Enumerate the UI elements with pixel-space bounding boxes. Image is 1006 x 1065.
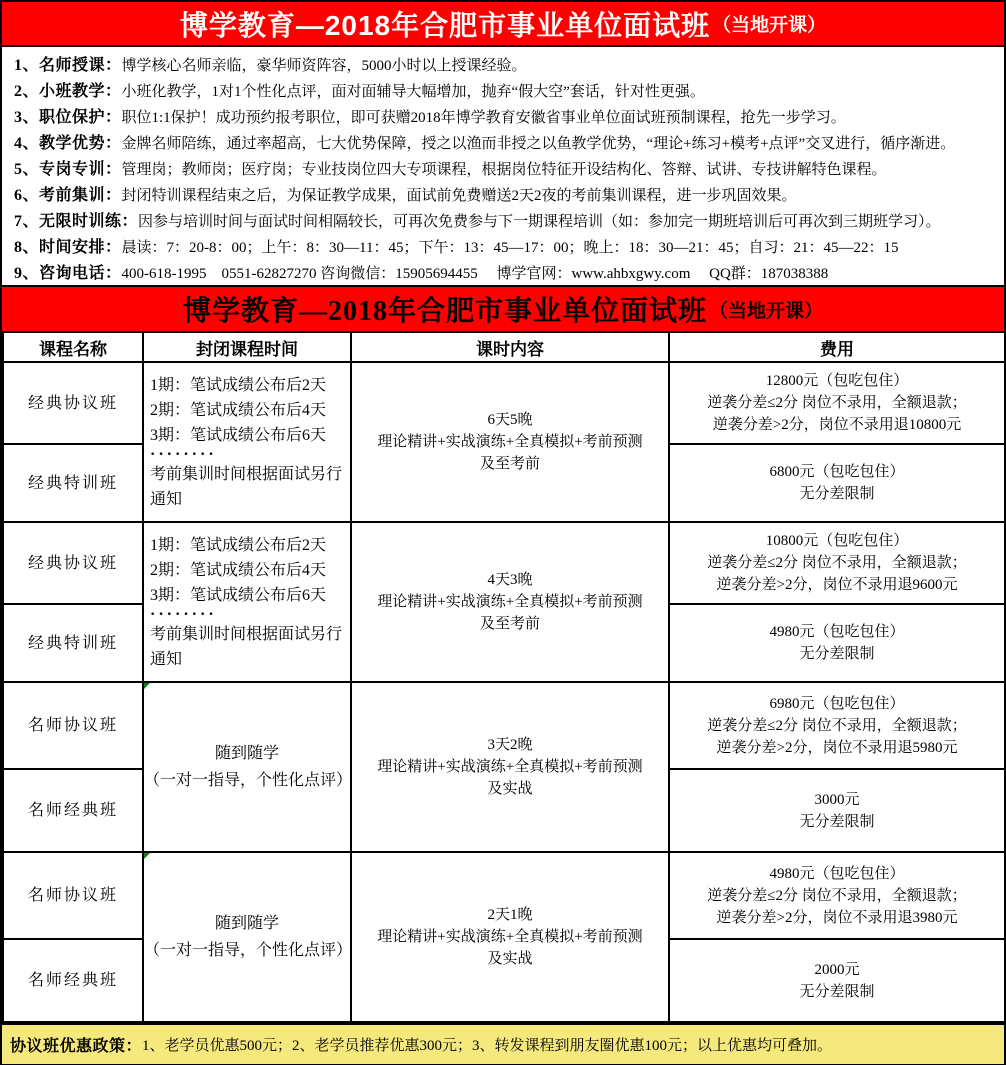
header-content: 课时内容 (351, 332, 669, 362)
footer-label: 协议班优惠政策： (10, 1038, 143, 1055)
fee-cell (669, 682, 1005, 769)
schedule-line: （一对一指导，个性化点评） (144, 942, 353, 959)
feature-item-1 (14, 53, 994, 79)
content-line: 理论精讲+实战演练+全真模拟+考前预测 (377, 929, 643, 945)
feature-item-3 (14, 105, 994, 131)
feature-label-4: 4、教学优势： (14, 135, 122, 152)
table-row (3, 522, 1005, 604)
fee-cell (669, 522, 1005, 604)
feature-item-9 (14, 261, 994, 287)
feature-label-1: 1、名师授课： (14, 57, 122, 74)
top-banner-note: （当地开课） (712, 15, 827, 36)
condition-line: 无分差限制 (799, 646, 875, 662)
course-cell: 经典协议班 (3, 522, 143, 604)
condition-line: 逆袭分差>2分，岗位不录用退5980元 (716, 739, 958, 756)
header-fee: 费用 (669, 332, 1005, 362)
duration-line: 3天2晚 (487, 737, 533, 753)
fee-cell (669, 444, 1005, 522)
comment-flag-icon (144, 853, 150, 859)
feature-text-8: 晨读：7：20-8：00；上午：8：30—11：45；下午：13：45—17：00；晚上：18：30—21：45；自习：21：45—22：15 (121, 240, 899, 256)
feature-text-6: 封闭特训课程结束之后，为保证教学成果，面试前免费赠送2天2夜的考前集训课程，进一步巩固效果。 (121, 188, 797, 204)
price-line: 6980元（包吃包住） (769, 695, 905, 712)
content-cell (351, 522, 669, 682)
feature-text-1: 博学核心名师亲临，豪华师资阵容，5000小时以上授课经验。 (121, 58, 527, 74)
content-cell (351, 852, 669, 1022)
feature-item-6 (14, 183, 994, 209)
course-cell: 名师经典班 (3, 769, 143, 852)
schedule-cell (143, 852, 351, 1022)
duration-line: 4天3晚 (487, 572, 533, 588)
feature-label-2: 2、小班教学： (14, 83, 122, 100)
feature-item-2 (14, 79, 994, 105)
top-banner (2, 2, 1004, 47)
schedule-line: 3期：笔试成绩公布后6天 (150, 426, 327, 444)
course-table (2, 331, 1006, 1023)
comment-flag-icon (144, 683, 150, 689)
footer-bar (2, 1023, 1004, 1064)
schedule-line: 随到随学 (214, 915, 279, 932)
header-schedule: 封闭课程时间 (143, 332, 351, 362)
duration-line: 2天1晚 (487, 907, 533, 923)
schedule-dots: ········ (150, 445, 217, 463)
schedule-line: 2期：笔试成绩公布后4天 (150, 561, 327, 579)
price-line: 2000元 (814, 961, 860, 978)
content-line: 理论精讲+实战演练+全真模拟+考前预测 (377, 594, 643, 610)
feature-label-3: 3、职位保护： (14, 109, 122, 126)
schedule-cell (143, 522, 351, 682)
course-cell: 经典特训班 (3, 604, 143, 682)
content-cell (351, 682, 669, 852)
condition-line: 逆袭分差≤2分 岗位不录用，全额退款； (707, 555, 967, 571)
price-line: 10800元（包吃包住） (765, 533, 909, 549)
feature-item-7 (14, 209, 994, 235)
fee-cell (669, 604, 1005, 682)
course-cell: 名师协议班 (3, 682, 143, 769)
schedule-line: （一对一指导，个性化点评） (144, 772, 353, 789)
feature-label-7: 7、无限时训练： (14, 213, 139, 230)
price-line: 4980元（包吃包住） (769, 624, 905, 640)
condition-line: 逆袭分差>2分，岗位不录用退9600元 (716, 577, 958, 593)
fee-cell (669, 362, 1005, 444)
schedule-line: 1期：笔试成绩公布后2天 (150, 376, 327, 394)
table-row (3, 362, 1005, 444)
course-cell: 名师经典班 (3, 939, 143, 1022)
table-row (3, 682, 1005, 769)
content-line: 及实战 (487, 781, 533, 797)
feature-label-9: 9、咨询电话： (14, 265, 122, 282)
middle-banner-title: 博学教育—2018年合肥市事业单位面试班 (182, 296, 707, 327)
course-cell: 经典协议班 (3, 362, 143, 444)
condition-line: 逆袭分差≤2分 岗位不录用，全额退款； (707, 395, 967, 411)
feature-text-4: 金牌名师陪练，通过率超高，七大优势保障，授之以渔而非授之以鱼教学优势，“理论+练习+模考+点评”交叉进行，循序渐进。 (121, 136, 956, 152)
schedule-cell (143, 362, 351, 522)
middle-banner-note: （当地开课） (709, 300, 824, 322)
feature-label-8: 8、时间安排： (14, 239, 122, 256)
condition-line: 逆袭分差>2分，岗位不录用退3980元 (716, 909, 958, 926)
content-line: 及至考前 (479, 616, 540, 632)
price-line: 6800元（包吃包住） (769, 464, 905, 480)
price-line: 4980元（包吃包住） (769, 865, 905, 882)
condition-line: 无分差限制 (799, 983, 875, 1000)
schedule-line: 2期：笔试成绩公布后4天 (150, 401, 327, 419)
schedule-line: 考前集训时间根据面试另行通知 (150, 465, 343, 508)
schedule-line: 1期：笔试成绩公布后2天 (150, 536, 327, 554)
feature-text-3: 职位1:1保护！成功预约报考职位，即可获赠2018年博学教育安徽省事业单位面试班预制课程，抢先一步学习。 (121, 110, 846, 126)
feature-item-4 (14, 131, 994, 157)
feature-label-5: 5、专岗专训： (14, 161, 122, 178)
feature-text-7: 因参与培训时间与面试时间相隔较长，可再次免费参与下一期课程培训（如：参加完一期班培训后可再次到三期班学习）。 (138, 214, 941, 230)
table-header-row (3, 332, 1005, 362)
feature-item-5 (14, 157, 994, 183)
schedule-line: 随到随学 (214, 745, 279, 762)
course-cell: 名师协议班 (3, 852, 143, 939)
footer-text: 1、老学员优惠500元；2、老学员推荐优惠300元；3、转发课程到朋友圈优惠100元；以上优惠均可叠加。 (142, 1038, 833, 1054)
feature-item-8 (14, 235, 994, 261)
table-row (3, 852, 1005, 939)
middle-banner (2, 285, 1004, 331)
feature-text-5: 管理岗；教师岗；医疗岗；专业技岗位四大专项课程，根据岗位特征开设结构化、答辩、试讲、专技讲解特色课程。 (121, 162, 887, 178)
feature-text-2: 小班化教学，1对1个性化点评，面对面辅导大幅增加，抛弃“假大空”套话，针对性更强。 (121, 84, 705, 100)
content-line: 及实战 (487, 951, 533, 967)
content-cell (351, 362, 669, 522)
condition-line: 逆袭分差≤2分 岗位不录用，全额退款； (707, 717, 967, 734)
condition-line: 无分差限制 (799, 813, 875, 830)
duration-line: 6天5晚 (487, 412, 533, 428)
price-line: 12800元（包吃包住） (765, 373, 909, 389)
schedule-dots: ········ (150, 605, 217, 623)
schedule-line: 3期：笔试成绩公布后6天 (150, 586, 327, 604)
schedule-cell (143, 682, 351, 852)
content-line: 及至考前 (479, 456, 540, 472)
condition-line: 逆袭分差≤2分 岗位不录用，全额退款； (707, 887, 967, 904)
condition-line: 逆袭分差>2分，岗位不录用退10800元 (712, 417, 962, 433)
condition-line: 无分差限制 (799, 486, 875, 502)
feature-label-6: 6、考前集训： (14, 187, 122, 204)
features-list (2, 47, 1004, 285)
header-course-name: 课程名称 (3, 332, 143, 362)
fee-cell (669, 852, 1005, 939)
schedule-line: 考前集训时间根据面试另行通知 (150, 625, 343, 668)
top-banner-title: 博学教育—2018年合肥市事业单位面试班 (179, 9, 711, 41)
content-line: 理论精讲+实战演练+全真模拟+考前预测 (377, 434, 643, 450)
fee-cell (669, 769, 1005, 852)
feature-text-9: 400-618-1995 0551-62827270 咨询微信：15905694455 博学官网：www.ahbxgwy.com QQ群：187038388 (121, 266, 829, 282)
fee-cell (669, 939, 1005, 1022)
course-cell: 经典特训班 (3, 444, 143, 522)
price-line: 3000元 (814, 791, 860, 808)
content-line: 理论精讲+实战演练+全真模拟+考前预测 (377, 759, 643, 775)
